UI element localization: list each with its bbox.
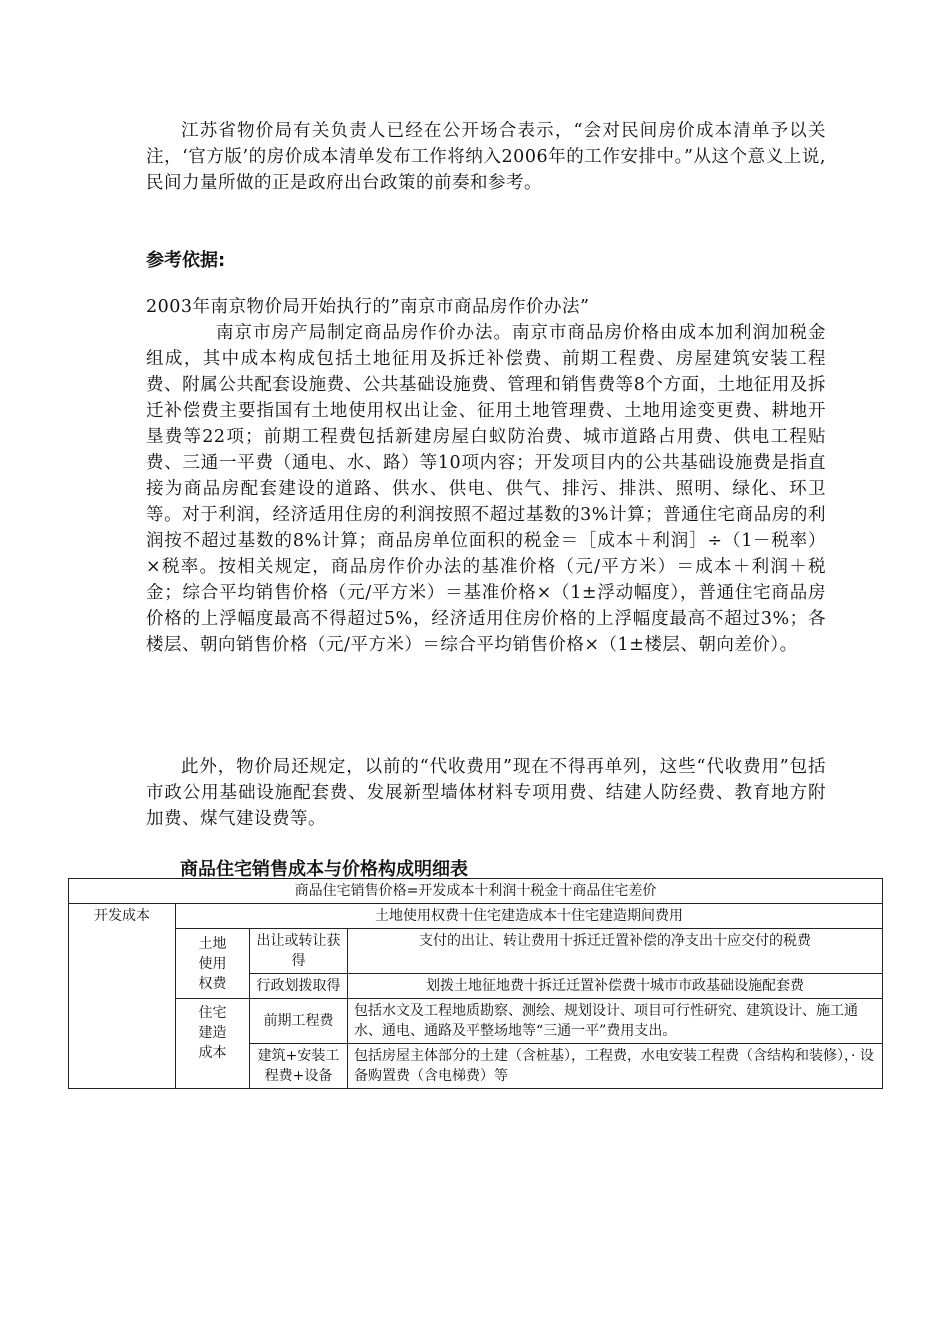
build-desc-cell: 包括水文及工程地质勘察、测绘、规划设计、项目可行性研究、建筑设计、施工通水、通电、通路及平整场地等“三通一平”费用支出。 [348,999,883,1044]
table-row [69,929,883,974]
paragraph-pricing-method: 南京市房产局制定商品房作价办法。南京市商品房价格由成本加利润加税金组成，其中成本构成包括土地征用及拆迁补偿费、前期工程费、房屋建筑安装工程费、附属公共配套设施费、公共基础设施费、管理和销售费等8个方面，土地征用及拆迁补偿费主要指国有土地使用权出让金、征用土地管理费、土地用途变更费、耕地开垦费等22项；前期工程费包括新建房屋白蚁防治费、城市道路占用费、供电工程贴费、三通一平费（通电、水、路）等10项内容；开发项目内的公共基础设施费是指直接为商品房配套建设的道路、供水、供电、供气、排污、排洪、照明、绿化、环卫等。对于利润，经济适用住房的利润按照不超过基数的3%计算；普通住宅商品房的利润按不超过基数的8%计算；商品房单位面积的税金＝［成本＋利润］÷（1－税率）×税率。按相关规定，商品房作价办法的基准价格（元/平方米）＝成本＋利润＋税金；综合平均销售价格（元/平方米）＝基准价格×（1±浮动幅度），普通住宅商品房价格的上浮幅度最高不得超过5%，经济适用住房价格的上浮幅度最高不超过3%；各楼层、朝向销售价格（元/平方米）＝综合平均销售价格×（1±楼层、朝向差价）。 [146,323,826,655]
land-type-cell: 行政划拨取得 [250,974,348,999]
kaifa-label-cell: 开发成本 [69,904,176,1089]
section-heading: 参考依据: [146,250,226,271]
land-type-cell: 出让或转让获得 [250,929,348,974]
cost-structure-table [68,878,883,1089]
price-formula-cell: 商品住宅销售价格=开发成本十利润十税金十商品住宅差价 [69,879,883,904]
table-row [69,904,883,929]
build-type-cell: 前期工程费 [250,999,348,1044]
paragraph-fees: 此外，物价局还规定，以前的“代收费用”现在不得再单列，这些“代收费用”包括市政公用基础设施配套费、发展新型墙体材料专项用费、结建人防经费、教育地方附加费、煤气建设费等。 [146,757,826,829]
land-label-cell: 土地使用权费 [176,929,250,999]
table-title: 商品住宅销售成本与价格构成明细表 [180,859,468,880]
build-label-cell: 住宅建造成本 [176,999,250,1089]
build-type-cell: 建筑+安装工程费+设备 [250,1044,348,1089]
paragraph-regulation-title: 2003年南京物价局开始执行的”南京市商品房作价办法” [146,297,590,317]
land-desc-cell: 支付的出让、转让费用十拆迁迁置补偿的净支出十应交付的税费 [348,929,883,974]
paragraph-intro: 江苏省物价局有关负责人已经在公开场合表示，“会对民间房价成本清单予以关注，‘官方版’的房价成本清单发布工作将纳入2006年的工作安排中。”从这个意义上说,民间力量所做的正是政府出台政策的前奏和参考。 [146,121,826,193]
table-row [69,999,883,1044]
table-row [69,879,883,904]
kaifa-formula-cell: 土地使用权费十住宅建造成本十住宅建造期间费用 [176,904,883,929]
build-desc-cell: 包括房屋主体部分的土建（含桩基），工程费，水电安装工程费（含结构和装修），· 设备购置费（含电梯费）等 [348,1044,883,1089]
land-desc-cell: 划拨土地征地费十拆迁迁置补偿费十城市市政基础设施配套费 [348,974,883,999]
